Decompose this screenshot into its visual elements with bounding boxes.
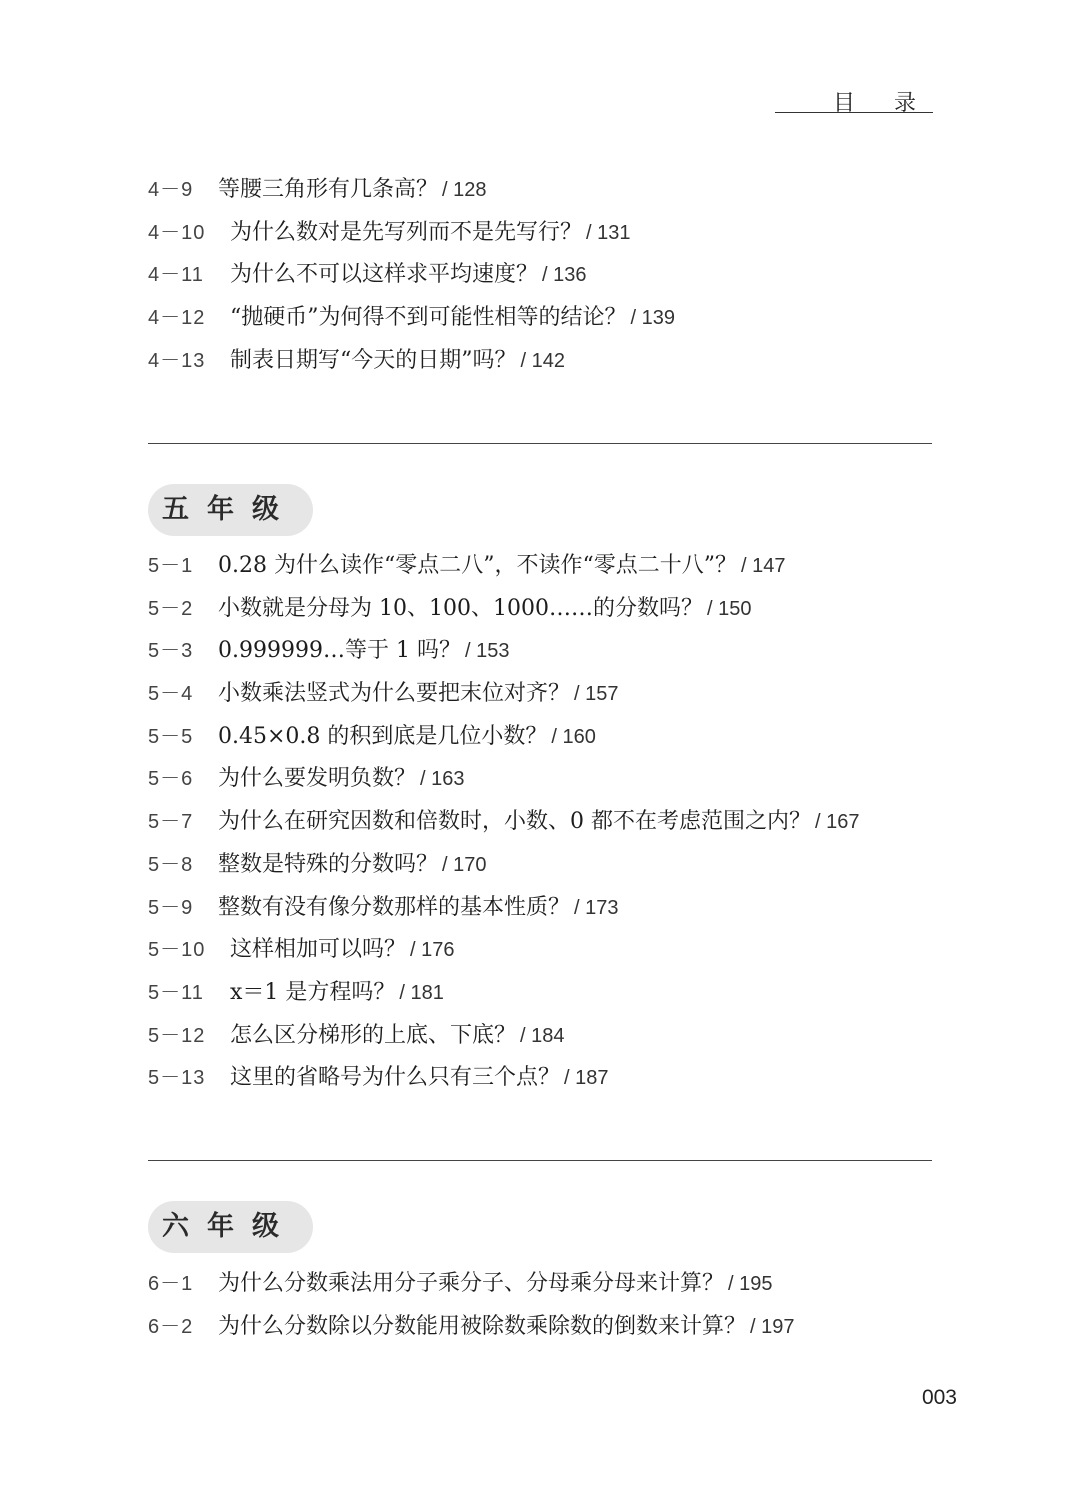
toc-entry[interactable] bbox=[148, 630, 932, 673]
section-divider bbox=[148, 1160, 932, 1161]
toc-entry[interactable] bbox=[148, 340, 932, 383]
grade5-heading bbox=[148, 484, 313, 536]
entry-number: 4－13 bbox=[148, 349, 206, 372]
toc-entry[interactable] bbox=[148, 929, 932, 972]
toc-entry[interactable] bbox=[148, 758, 932, 801]
entry-number: 6－2 bbox=[148, 1315, 194, 1338]
toc-entry[interactable] bbox=[148, 801, 932, 844]
grade-badge: 五年级 bbox=[148, 484, 313, 536]
entry-title: x＝1 是方程吗？ bbox=[230, 979, 396, 1005]
entry-number: 5－5 bbox=[148, 725, 194, 748]
toc-entry[interactable] bbox=[148, 887, 932, 930]
toc-entry[interactable] bbox=[148, 545, 932, 588]
entry-number: 5－11 bbox=[148, 981, 204, 1004]
entry-title: 为什么分数除以分数能用被除数乘除数的倒数来计算？ bbox=[218, 1313, 747, 1339]
entry-page: / 163 bbox=[420, 768, 465, 791]
entry-number: 4－12 bbox=[148, 307, 206, 330]
entry-page: / 176 bbox=[410, 939, 455, 962]
toc-entry[interactable] bbox=[148, 716, 932, 759]
entry-title: 这样相加可以吗？ bbox=[230, 937, 407, 963]
entry-title: “抛硬币”为何得不到可能性相等的结论？ bbox=[230, 305, 627, 331]
entry-number: 5－12 bbox=[148, 1024, 206, 1047]
entry-number: 5－8 bbox=[148, 853, 194, 876]
entry-page: / 197 bbox=[750, 1315, 795, 1338]
grade-badge: 六年级 bbox=[148, 1201, 313, 1253]
entry-number: 4－10 bbox=[148, 221, 206, 244]
entry-page: / 150 bbox=[706, 597, 752, 620]
entry-page: / 131 bbox=[586, 221, 631, 244]
entry-title: 为什么数对是先写列而不是先写行？ bbox=[230, 219, 583, 245]
entry-page: / 157 bbox=[574, 683, 619, 706]
entry-page: / 173 bbox=[574, 896, 619, 919]
entry-number: 5－2 bbox=[148, 597, 194, 620]
entry-page: / 181 bbox=[399, 981, 444, 1004]
entry-title: 等腰三角形有几条高？ bbox=[218, 177, 439, 202]
entry-page: / 187 bbox=[564, 1067, 609, 1090]
page-number: 003 bbox=[921, 1386, 957, 1409]
entry-number: 5－6 bbox=[148, 768, 194, 791]
grade5-entry-list bbox=[148, 545, 932, 1100]
grade4-entry-list bbox=[148, 169, 932, 382]
entry-page: / 160 bbox=[551, 725, 596, 748]
entry-title: 为什么分数乘法用分子乘分子、分母乘分母来计算？ bbox=[218, 1271, 725, 1296]
entry-page: / 195 bbox=[728, 1273, 773, 1295]
entry-page: / 147 bbox=[740, 555, 786, 577]
entry-title: 为什么要发明负数？ bbox=[218, 766, 417, 792]
toc-entry[interactable] bbox=[148, 212, 932, 255]
header-rule bbox=[775, 112, 933, 113]
entry-number: 5－3 bbox=[148, 640, 194, 663]
entry-number: 4－9 bbox=[148, 179, 194, 201]
page-header-title: 目 录 bbox=[833, 91, 932, 116]
entry-number: 5－9 bbox=[148, 896, 194, 919]
entry-title: 为什么在研究因数和倍数时，小数、0 都不在考虑范围之内？ bbox=[218, 809, 811, 835]
toc-entry[interactable] bbox=[148, 844, 932, 887]
entry-title: 制表日期写“今天的日期”吗？ bbox=[230, 347, 517, 373]
toc-entry[interactable] bbox=[148, 1263, 932, 1306]
entry-title: 0.28 为什么读作“零点二八”，不读作“零点二十八”？ bbox=[218, 553, 737, 578]
entry-title: 小数乘法竖式为什么要把末位对齐？ bbox=[218, 681, 571, 707]
toc-entry[interactable] bbox=[148, 1306, 932, 1349]
entry-title: 怎么区分梯形的上底、下底？ bbox=[230, 1022, 517, 1048]
entry-number: 5－13 bbox=[148, 1067, 206, 1090]
entry-title: 整数有没有像分数那样的基本性质？ bbox=[218, 894, 571, 920]
grade6-entry-list bbox=[148, 1263, 932, 1348]
entry-number: 4－11 bbox=[148, 264, 204, 287]
entry-title: 整数是特殊的分数吗？ bbox=[218, 851, 439, 877]
grade6-heading bbox=[148, 1201, 313, 1253]
entry-page: / 142 bbox=[520, 349, 565, 372]
section-divider bbox=[148, 443, 932, 444]
entry-title: 0.999999…等于 1 吗？ bbox=[218, 638, 461, 664]
toc-entry[interactable] bbox=[148, 588, 932, 631]
entry-page: / 170 bbox=[442, 853, 487, 876]
toc-entry[interactable] bbox=[148, 297, 932, 340]
entry-page: / 167 bbox=[815, 811, 860, 834]
entry-number: 5－4 bbox=[148, 683, 194, 706]
entry-page: / 128 bbox=[442, 179, 487, 201]
entry-title: 这里的省略号为什么只有三个点？ bbox=[230, 1065, 561, 1091]
entry-title: 小数就是分母为 10、100、1000……的分数吗？ bbox=[218, 595, 703, 621]
toc-entry[interactable] bbox=[148, 972, 932, 1015]
entry-page: / 153 bbox=[464, 640, 510, 663]
toc-entry[interactable] bbox=[148, 254, 932, 297]
toc-entry[interactable] bbox=[148, 1015, 932, 1058]
entry-number: 5－1 bbox=[148, 555, 194, 577]
entry-page: / 139 bbox=[630, 307, 675, 330]
entry-page: / 184 bbox=[520, 1024, 565, 1047]
toc-entry[interactable] bbox=[148, 1057, 932, 1100]
toc-entry[interactable] bbox=[148, 673, 932, 716]
entry-number: 6－1 bbox=[148, 1273, 194, 1295]
entry-page: / 136 bbox=[542, 264, 587, 287]
entry-title: 为什么不可以这样求平均速度？ bbox=[230, 262, 539, 288]
entry-number: 5－10 bbox=[148, 939, 206, 962]
entry-title: 0.45×0.8 的积到底是几位小数？ bbox=[218, 723, 548, 749]
toc-entry[interactable] bbox=[148, 169, 932, 212]
entry-number: 5－7 bbox=[148, 811, 194, 834]
